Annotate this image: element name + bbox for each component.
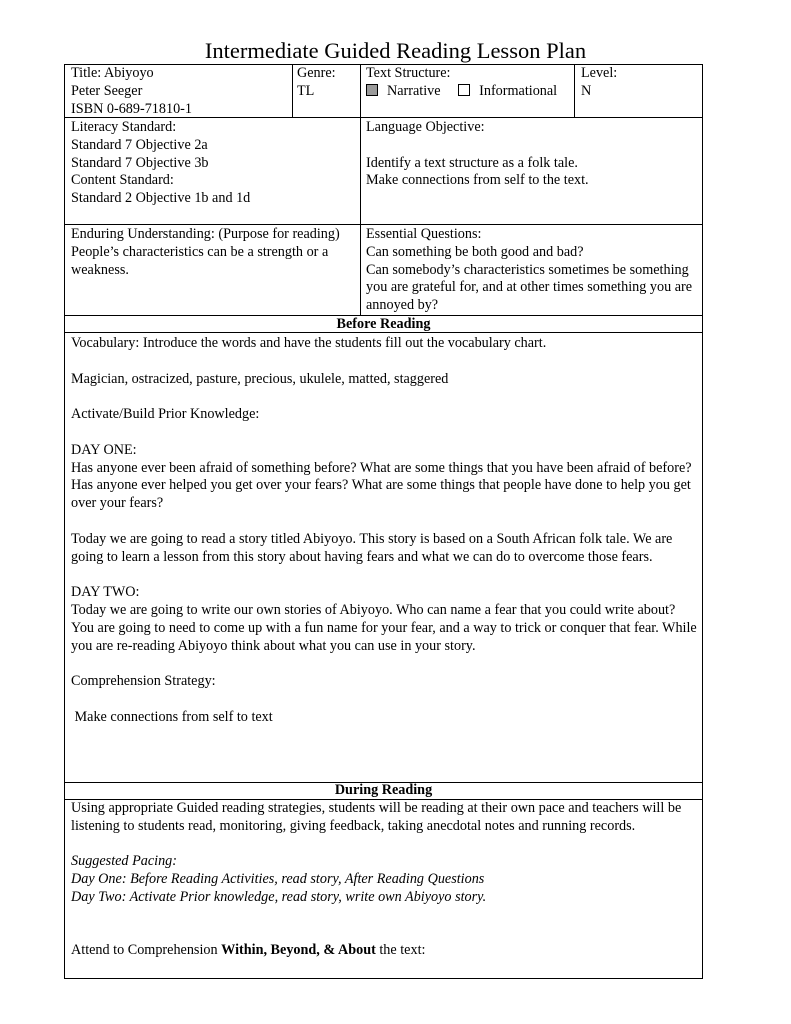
literacy-standard-label: Literacy Standard: (71, 119, 177, 135)
informational-label: Informational (479, 82, 558, 99)
narrative-label: Narrative (387, 82, 441, 99)
literacy-standard-2: Standard 7 Objective 3b (71, 154, 209, 171)
table-border-bottom (64, 978, 703, 979)
comprehension-strategy-label: Comprehension Strategy: (71, 673, 216, 690)
title-cell (71, 65, 289, 118)
language-objective-label: Language Objective: (366, 119, 485, 135)
document-title: Intermediate Guided Reading Lesson Plan (204, 38, 587, 63)
before-reading-heading: Before Reading (336, 316, 431, 332)
genre-label: Genre: (297, 65, 336, 81)
suggested-pacing-label: Suggested Pacing: (71, 853, 177, 870)
level-label: Level: (581, 65, 618, 81)
pacing-day-one: Day One: Before Reading Activities, read story, After Reading Questions (71, 871, 485, 888)
vocabulary-intro: Vocabulary: Introduce the words and have the students fill out the vocabulary chart. (71, 335, 547, 351)
during-reading-heading-cell (64, 782, 703, 800)
book-title: Title: Abiyoyo (71, 65, 154, 81)
column-divider (360, 64, 361, 315)
book-isbn: ISBN 0-689-71810-1 (71, 100, 192, 117)
text-structure-options (366, 83, 572, 101)
literacy-standard-1: Standard 7 Objective 2a (71, 136, 208, 153)
informational-checkbox[interactable] (458, 84, 470, 96)
genre-value: TL (297, 82, 315, 99)
table-border-right (702, 64, 703, 979)
enduring-understanding-cell (71, 226, 357, 279)
language-objective-1: Identify a text structure as a folk tale. (366, 154, 578, 171)
activate-knowledge-label: Activate/Build Prior Knowledge: (71, 406, 260, 423)
column-divider (292, 64, 293, 118)
essential-question-1: Can something be both good and bad? (366, 243, 584, 260)
attend-bold: Within, Beyond, & About (221, 942, 376, 959)
essential-questions-cell (366, 226, 700, 315)
during-reading-paragraph-1: Using appropriate Guided reading strategies, students will be reading at their own pace and teachers will be listening to students read, monitoring, giving feedback, taking anecdotal notes and running records. (71, 800, 682, 834)
pacing-day-two: Day Two: Activate Prior knowledge, read story, write own Abiyoyo story. (71, 888, 487, 905)
table-border-left (64, 64, 65, 979)
enduring-understanding-label: Enduring Understanding: (Purpose for reading) (71, 226, 340, 242)
lesson-plan-table (64, 64, 703, 979)
essential-questions-label: Essential Questions: (366, 226, 482, 242)
language-objective-cell (366, 119, 700, 190)
level-value: N (581, 82, 592, 99)
narrative-checkbox[interactable] (366, 84, 378, 96)
book-author: Peter Seeger (71, 82, 143, 99)
day-two-label: DAY TWO: (71, 584, 140, 601)
attend-to-comprehension (71, 942, 699, 960)
attend-prefix: Attend to Comprehension (71, 942, 222, 959)
enduring-understanding-text: People’s characteristics can be a strength or a weakness. (71, 243, 329, 278)
vocabulary-words: Magician, ostracized, pasture, precious, ukulele, matted, staggered (71, 370, 449, 387)
during-reading-cell (71, 800, 699, 960)
content-standard-1: Standard 2 Objective 1b and 1d (71, 190, 251, 207)
essential-question-2: Can somebody’s characteristics sometimes be something you are grateful for, and at other times something you are annoyed by? (366, 261, 693, 314)
column-divider (574, 64, 575, 118)
standards-cell (71, 119, 357, 208)
during-reading-heading: During Reading (334, 782, 433, 798)
attend-suffix: the text: (375, 942, 426, 959)
before-reading-cell (71, 335, 699, 727)
day-one-label: DAY ONE: (71, 441, 137, 458)
content-standard-label: Content Standard: (71, 172, 174, 189)
row-divider (64, 224, 703, 225)
genre-cell (297, 65, 357, 101)
day-two-paragraph-1: Today we are going to write our own stories of Abiyoyo. Who can name a fear that you could write about? You are going to need to come up with a fun name for your fear, and a way to trick or conquer that fear. While you are re-reading Abiyoyo think about what you can use in your story. (71, 601, 697, 654)
text-structure-cell (366, 65, 572, 101)
text-structure-label: Text Structure: (366, 65, 451, 81)
language-objective-2: Make connections from self to the text. (366, 172, 589, 189)
comprehension-strategy-text: Make connections from self to text (71, 708, 273, 725)
day-one-paragraph-2: Today we are going to read a story titled Abiyoyo. This story is based on a South African folk tale. We are going to learn a lesson from this story about having fears and what we can do to overcome those fears. (71, 530, 673, 565)
day-one-paragraph-1: Has anyone ever been afraid of something before? What are some things that you have been afraid of before? Has anyone ever helped you get over your fears? What are some things that people have done to help you get over your fears? (71, 459, 692, 512)
level-cell (581, 65, 699, 101)
before-reading-heading-cell (64, 316, 703, 334)
